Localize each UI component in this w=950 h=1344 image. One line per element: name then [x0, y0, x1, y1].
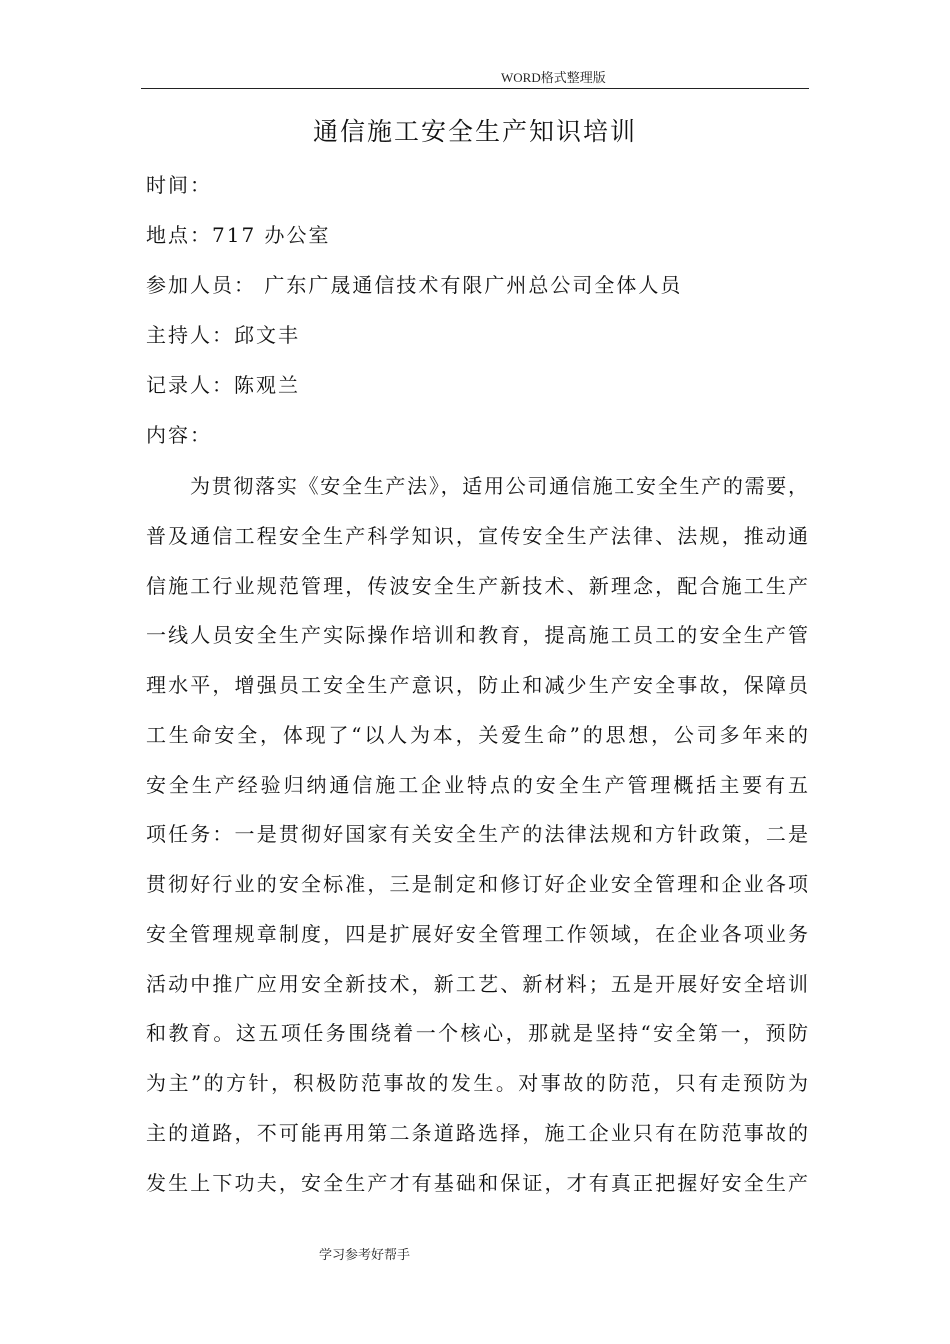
paragraph-line: 安全生产经验归纳通信施工企业特点的安全生产管理概括主要有五	[146, 773, 808, 797]
field-host: 主持人：邱文丰	[146, 323, 300, 347]
paragraph-line: 主的道路，不可能再用第二条道路选择，施工企业只有在防范事故的	[146, 1121, 808, 1145]
paragraph-line: 贯彻好行业的安全标准，三是制定和修订好企业安全管理和企业各项	[146, 872, 808, 896]
header-text: WORD格式整理版	[501, 70, 606, 85]
paragraph-line: 普及通信工程安全生产科学知识，宣传安全生产法律、法规，推动通	[146, 524, 808, 548]
paragraph-line: 一线人员安全生产实际操作培训和教育，提高施工员工的安全生产管	[146, 623, 808, 647]
paragraph-line: 项任务：一是贯彻好国家有关安全生产的法律法规和方针政策，二是	[146, 822, 808, 846]
paragraph-line: 发生上下功夫，安全生产才有基础和保证，才有真正把握好安全生产	[146, 1171, 808, 1195]
paragraph-line: 活动中推广应用安全新技术，新工艺、新材料；五是开展好安全培训	[146, 972, 808, 996]
field-place: 地点：717 办公室	[146, 223, 331, 247]
field-time: 时间：	[146, 173, 212, 197]
paragraph-line: 安全管理规章制度，四是扩展好安全管理工作领域，在企业各项业务	[146, 922, 808, 946]
field-participants: 参加人员： 广东广晟通信技术有限广州总公司全体人员	[146, 273, 683, 297]
paragraph-line: 理水平，增强员工安全生产意识，防止和减少生产安全事故，保障员	[146, 673, 808, 697]
field-content: 内容：	[146, 423, 212, 447]
paragraph-line: 信施工行业规范管理，传波安全生产新技术、新理念，配合施工生产	[146, 574, 808, 598]
paragraph-line: 工生命安全，体现了“以人为本，关爱生命”的思想，公司多年来的	[146, 723, 808, 747]
page-footer: 学习参考好帮手	[319, 1248, 411, 1263]
field-recorder: 记录人：陈观兰	[146, 373, 300, 397]
paragraph-line: 为贯彻落实《安全生产法》，适用公司通信施工安全生产的需要，	[190, 474, 808, 498]
paragraph-line: 为主”的方针，积极防范事故的发生。对事故的防范，只有走预防为	[146, 1071, 808, 1095]
document-title: 通信施工安全生产知识培训	[312, 117, 637, 146]
paragraph-line: 和教育。这五项任务围绕着一个核心，那就是坚持“安全第一，预防	[146, 1021, 808, 1045]
page-header	[141, 70, 809, 89]
